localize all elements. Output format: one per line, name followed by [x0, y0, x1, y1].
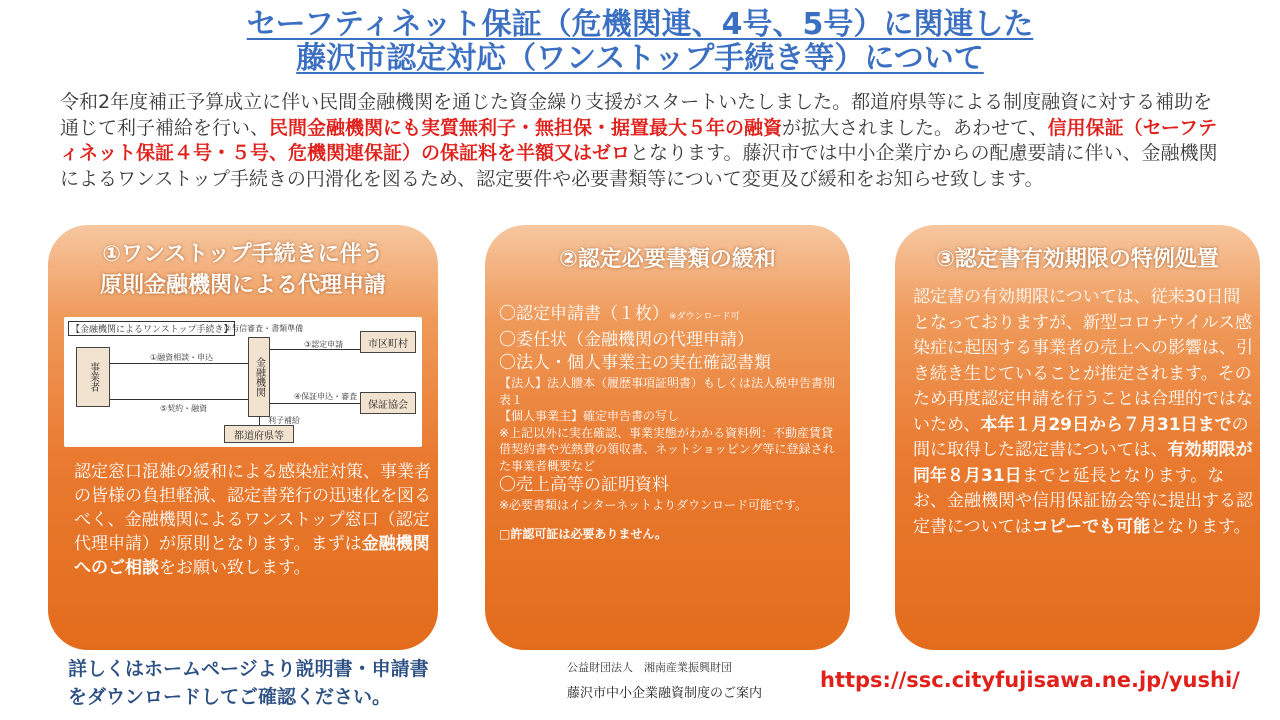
flow-label-2: ②与信審査・書類準備 — [224, 324, 304, 333]
panel3-bold-dates: 本年１月29日から７月31日まで — [980, 414, 1232, 435]
intro-highlight-guarantee: 信用保証（セーフティネット保証４号・５号、危機関連保証）の保証料を半額又はゼロ — [60, 116, 1217, 164]
doc-item-application-note: ※ダウンロード可 — [669, 312, 740, 322]
panel3-text-c: の間に取得した認定書については、 — [913, 414, 1249, 460]
footer-line-2: をダウンロードしてご確認ください。 — [68, 686, 392, 708]
intro-text-3: となります。藤沢市では中小企業庁からの配慮要請に伴い、金融機関によるワンストップ手続きの円滑化を図るため、認定要件や必要書類等について変更及び緩和をお知らせ致します。 — [60, 142, 1218, 190]
doc-item-application: 〇認定申請書（１枚） — [499, 304, 669, 324]
flow-label-1: ①融資相談・申込 — [150, 353, 214, 362]
footer-line-1: 詳しくはホームページより説明書・申請書 — [68, 658, 429, 680]
flow-label-3: ③認定申請 — [304, 340, 344, 349]
panel-documents — [485, 225, 850, 650]
page-title-line-1: セーフティネット保証（危機関連、4号、5号）に関連した — [246, 7, 1034, 42]
flow-box-jigyosha: 事業者 — [76, 347, 110, 407]
panel2-title: ②認定必要書類の緩和 — [559, 247, 776, 272]
footer-url-link[interactable]: https://ssc.cityfujisawa.ne.jp/yushi/ — [820, 668, 1240, 692]
flow-header: 【金融機関によるワンストップ手続き】 — [68, 321, 235, 336]
panel3-bold-expiry: 有効期限が同年８月31日 — [913, 440, 1253, 486]
flow-arrow-5 — [110, 399, 248, 400]
doc-item-proxy: 〇委任状（金融機関の代理申請） — [499, 330, 754, 350]
panel3-text-g: となります。 — [1150, 516, 1251, 537]
intro-paragraph — [60, 90, 1230, 192]
panel3-body — [913, 285, 1253, 540]
panel1-text-a: 認定窓口混雑の緩和による感染症対策、事業者の皆様の負担軽減、認定書発行の迅速化を図るべく、金融機関によるワンストップ窓口（認定代理申請）が原則となります。まずは — [74, 462, 431, 554]
panel1-body — [74, 460, 434, 580]
one-stop-flow-diagram — [64, 317, 422, 447]
flow-arrow-4 — [270, 403, 360, 404]
intro-highlight-loan: 民間金融機関にも実質無利子・無担保・据置最大５年の融資 — [269, 116, 783, 139]
flow-label-6: 利子補給 — [268, 416, 300, 425]
flow-label-4: ④保証申込・審査 — [294, 392, 358, 401]
panel3-bold-copy: コピーでも可能 — [1031, 516, 1150, 537]
doc-note-permit: □許認可証は必要ありません。 — [499, 526, 668, 541]
panel-validity — [895, 225, 1260, 650]
flow-box-todofuken: 都道府県等 — [224, 425, 294, 443]
flow-box-shiku: 市区町村 — [360, 331, 416, 353]
panel3-text-e: までと延長となります。なお、金融機関や信用保証協会等に提出する認定書については — [913, 465, 1253, 537]
doc-sub-corporate: 【法人】法人謄本（履歴事項証明書）もしくは法人税申告書別表１ — [499, 376, 836, 407]
flow-arrow-6 — [259, 417, 260, 425]
flow-box-kinyu: 金融機関 — [248, 337, 270, 417]
doc-item-sales: 〇売上高等の証明資料 — [499, 475, 669, 495]
doc-sub-other: ※上記以外に実在確認、事業実態がわかる資料例：不動産賃貸借契約書や光熱費の領収書、ネットショッピング等に登録された事業者概要など — [499, 425, 835, 473]
flow-label-5: ⑤契約・融資 — [160, 404, 208, 413]
panel-one-stop — [48, 225, 438, 650]
panel2-body — [499, 303, 839, 542]
page-title-line-2: 藤沢市認定対応（ワンストップ手続き等）について — [296, 41, 984, 76]
panel1-title-line-2: 原則金融機関による代理申請 — [99, 273, 386, 298]
panel1-text-c: をお願い致します。 — [159, 558, 311, 578]
footer-org-name: 公益財団法人 湘南産業振興財団 — [567, 661, 732, 674]
flow-box-hosho: 保証協会 — [360, 392, 416, 414]
footer-org-subtitle: 藤沢市中小企業融資制度のご案内 — [567, 686, 763, 701]
panel3-title: ③認定書有効期限の特例処置 — [936, 247, 1219, 272]
panel1-title-line-1: ①ワンストップ手続きに伴う — [102, 242, 384, 267]
panel1-text-bold: 金融機関へのご相談 — [74, 534, 430, 578]
panel3-text-a: 認定書の有効期限については、従来30日間となっておりますが、新型コロナウイルス感染症に起因する事業者の売上への影響は、引き続き生じていることが推定されます。そのため再度認定申請を行うことは合理的ではないため、 — [913, 287, 1253, 435]
intro-text-2: が拡大されました。あわせて、 — [782, 116, 1048, 139]
doc-sub-download: ※必要書類はインターネットよりダウンロード可能です。 — [499, 498, 808, 512]
intro-text-1: 令和2年度補正予算成立に伴い民間金融機関を通じた資金繰り支援がスタートいたしました。都道府県等による制度融資に対する補助を通じて利子補給を行い、 — [60, 91, 1213, 139]
flow-arrow-1 — [110, 363, 248, 364]
doc-item-existence: 〇法人・個人事業主の実在確認書類 — [499, 353, 771, 373]
doc-sub-individual: 【個人事業主】確定申告書の写し — [499, 409, 680, 423]
footer-instructions — [68, 655, 429, 711]
